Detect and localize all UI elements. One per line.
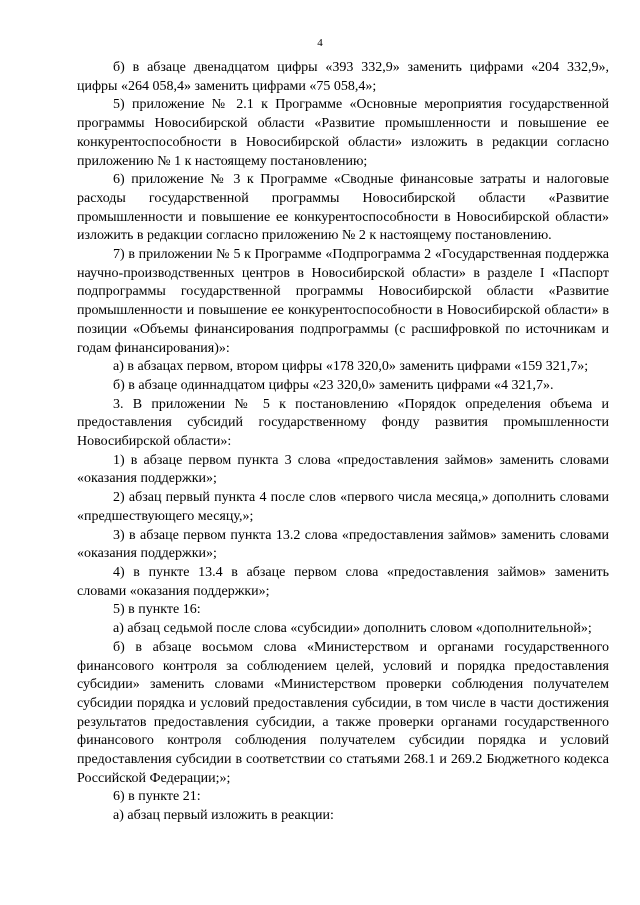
paragraph-section-3-item-6a: а) абзац первый изложить в реакции: — [113, 808, 334, 824]
page-number: 4 — [317, 37, 323, 49]
paragraph-item-7: 7) в приложении № 5 к Программе «Подпрограмма 2 «Государственная поддержка научно-производственных центров в Новосибирской области» в разделе I «Паспорт подпрограммы государственной программы Новосибирской области «Развитие промышленности и повышение ее конкурентоспособности в Новосибирской области» в позиции «Объемы финансирования подпрограммы (с расшифровкой по источникам и годам финансирования)»: — [77, 247, 609, 356]
paragraph-item-5: 5) приложение № 2.1 к Программе «Основные мероприятия государственной программы Новосибирской области «Развитие промышленности и повышение ее конкурентоспособности в Новосибирской области» изложить в редакции согласно приложению № 1 к настоящему постановлению; — [77, 97, 609, 169]
paragraph-section-3-item-1: 1) в абзаце первом пункта 3 слова «предоставления займов» заменить словами «оказания поддержки»; — [77, 452, 609, 487]
paragraph-item-6: 6) приложение № 3 к Программе «Сводные финансовые затраты и налоговые расходы государственной программы Новосибирской области «Развитие промышленности и повышение ее конкурентоспособности в Новосибирской области» изложить в редакции согласно приложению № 2 к настоящему постановлению. — [77, 172, 609, 244]
paragraph-section-3: 3. В приложении № 5 к постановлению «Порядок определения объема и предоставления субсидий государственному фонду развития промышленности Новосибирской области»: — [77, 396, 609, 450]
paragraph-section-3-item-3: 3) в абзаце первом пункта 13.2 слова «предоставления займов» заменить словами «оказания поддержки»; — [77, 527, 609, 562]
paragraph-section-3-item-6: 6) в пункте 21: — [113, 789, 201, 805]
paragraph-section-3-item-2: 2) абзац первый пункта 4 после слов «первого числа месяца,» дополнить словами «предшествующего месяцу,»; — [77, 490, 609, 524]
paragraph-amend-b-twelfth: б) в абзаце двенадцатом цифры «393 332,9» заменить цифрами «204 332,9», цифры «264 058,4» заменить цифрами «75 058,4»; — [77, 60, 609, 94]
paragraph-item-7a: а) в абзацах первом, втором цифры «178 320,0» заменить цифрами «159 321,7»; — [113, 359, 589, 375]
document-body — [77, 59, 609, 826]
paragraph-section-3-item-4: 4) в пункте 13.4 в абзаце первом слова «предоставления займов» заменить словами «оказания поддержки»; — [77, 564, 609, 599]
paragraph-item-7b: б) в абзаце одиннадцатом цифры «23 320,0» заменить цифрами «4 321,7». — [113, 377, 554, 393]
paragraph-section-3-item-5: 5) в пункте 16: — [113, 602, 201, 618]
paragraph-section-3-item-5a: а) абзац седьмой после слова «субсидии» дополнить словом «дополнительной»; — [113, 621, 592, 637]
paragraph-section-3-item-5b: б) в абзаце восьмом слова «Министерством и органами государственного финансового контроля за соблюдением целей, условий и порядка предоставления субсидии» заменить словами «Министерством проверки соблюдения получателем субсидии порядка и условий предоставления субсидии, в том числе в части достижения результатов предоставления субсидии, а также проверки органами государственного финансового контроля соблюдения получателем субсидии порядка и условий предоставления субсидии в соответствии со статьями 268.1 и 269.2 Бюджетного кодекса Российской Федерации;»; — [77, 639, 609, 786]
